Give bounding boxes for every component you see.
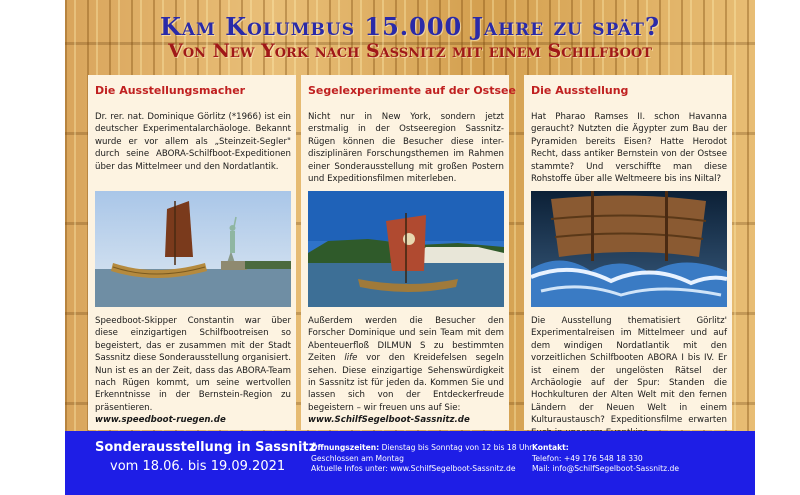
column-intro-text: Dr. rer. nat. Dominique Görlitz (*1966) ist ein deutscher Experimentalarchäologe. Bekannt wurde er vor allem als „Steinzeit-Segler" durch seine ABORA-Schilfboot-Expeditionen über das Mittelmeer und den Nordatlantik.	[95, 112, 291, 172]
photo-chalk-cliffs-boat	[308, 191, 504, 307]
link-schilfsegelboot-sassnitz[interactable]: www.SchilfSegelboot-Sassnitz.de	[308, 415, 470, 426]
footer-opening-hours	[311, 443, 532, 475]
column-body-text	[95, 315, 291, 427]
closed-day: Geschlossen am Montag	[311, 453, 404, 463]
column-body-text: Die Ausstellung thematisiert Görlitz' Experimentalreisen im Mittelmeer und auf dem windigen Nordatlantik mit den vorzeitlichen Schilfbooten ABORA I bis IV. Er ist einem der ungelösten Rätsel der Archäologie auf der Spur: Standen die Hochkulturen der Alten Welt mit den fernen Ländern der Neuen Welt in einem Kulturaustausch? Expeditionsfilme erwarten	[531, 316, 727, 426]
column-title: Die Ausstellungsmacher	[95, 84, 246, 97]
photo-stormy-sea-boat	[531, 191, 727, 307]
column-body-paragraph-2: vor den Kreidefelsen segeln sehen. Diese einzigartige Sehenswürdigkeit in Sassnitz ist für jeden da. Kommen Sie und lassen sich von der Entdeckerfreude begeistern – wir freuen uns auf Sie:	[308, 353, 504, 413]
opening-hours-value: Dienstag bis Sonntag von 12 bis 18 Uhr	[379, 443, 533, 452]
column-intro-text: Hat Pharao Ramses II. schon Havanna geraucht? Nutzten die Ägypter zum Bau der Pyramiden bereits Eisen? Hatte Herodot Recht, dass antiker Bernstein von der Ostsee stammte? Und verschiffte man diese Rohstoffe über alle Weltmeere bis ins Niltal?	[531, 112, 727, 185]
column-segelexperimente	[301, 75, 516, 430]
footer-dates: vom 18.06. bis 19.09.2021	[110, 459, 286, 474]
opening-hours-label: Öffnungszeiten:	[311, 443, 380, 452]
footer-title: Sonderausstellung in Sassnitz	[95, 440, 317, 455]
link-speedboot-ruegen[interactable]: www.speedboot-ruegen.de	[95, 415, 226, 426]
column-intro-text: Nicht nur in New York, sondern jetzt erstmalig in der Ostseeregion Sassnitz-Rügen können die Besucher diese inter-disziplinären Forschungsthemen im Rahmen einer Sonderausstellung mit großen Postern und Expeditionsfilmen miterleben.	[308, 112, 504, 185]
poster	[65, 0, 755, 495]
contact-label: Kontakt:	[532, 443, 569, 452]
footer-contact	[532, 443, 679, 475]
column-body-paragraph: Speedboot-Skipper Constantin war über diese einzigartigen Schilfbootreisen so begeistert, das er zusammen mit der Stadt Sassnitz diese Sonderausstellung organisiert. Nun ist es an der Zeit, dass das ABORA-Team nach Rügen kommt, um seine wertvollen Erkenntnisse in der Bernstein-Region zu präsentieren.	[95, 316, 291, 413]
footer-bar	[65, 431, 755, 495]
contact-phone[interactable]: Telefon: +49 176 548 18 330	[532, 453, 643, 463]
current-info-link[interactable]: Aktuelle Infos unter: www.SchilfSegelboot-Sassnitz.de	[311, 464, 516, 473]
column-ausstellungsmacher	[88, 75, 296, 430]
poster-headline: Kam Kolumbus 15.000 Jahre zu spät?	[159, 12, 661, 41]
column-title: Segelexperimente auf der Ostsee	[308, 84, 516, 97]
column-body-paragraph-1: Außerdem werden die Besucher den Forscher Dominique und sein Team mit dem Abenteuerfloß DILMUN S zu bestimmten Zeiten	[308, 316, 504, 364]
column-body-emphasis: life	[344, 353, 358, 364]
column-title: Die Ausstellung	[531, 84, 629, 97]
photo-new-york-reed-boat	[95, 191, 291, 307]
contact-mail[interactable]: Mail: info@SchilfSegelboot-Sassnitz.de	[532, 464, 680, 473]
column-ausstellung	[524, 75, 732, 430]
poster-subheadline: Von New York nach Sassnitz mit einem Schilfboot	[168, 40, 652, 62]
column-body-text	[308, 315, 504, 427]
